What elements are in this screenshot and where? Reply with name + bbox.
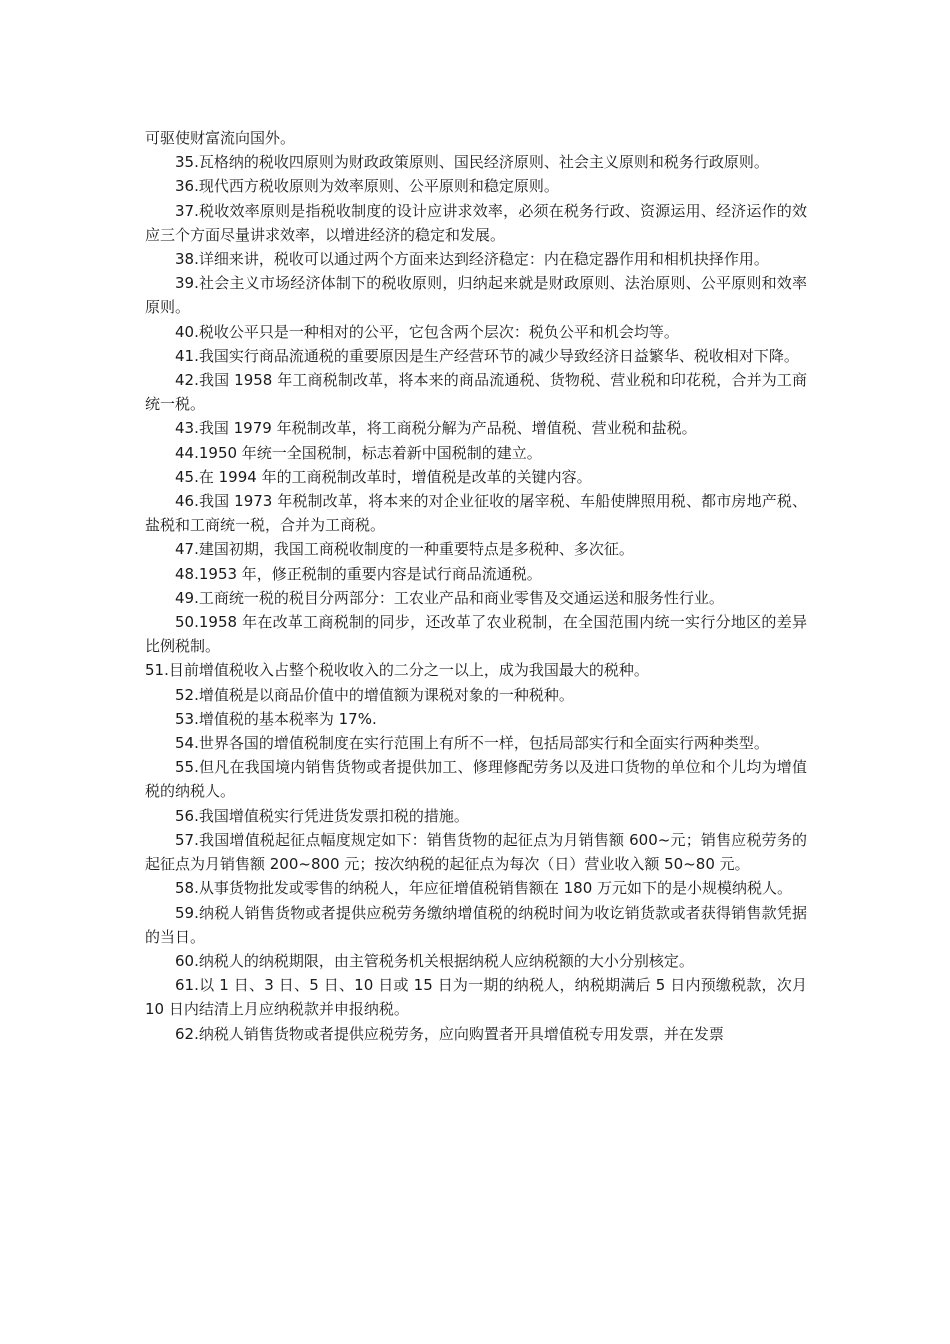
document-paragraph: 49.工商统一税的税目分两部分：工农业产品和商业零售及交通运送和服务性行业。 [175,588,724,607]
document-paragraph: 40.税收公平只是一种相对的公平，它包含两个层次：税负公平和机会均等。 [175,322,679,341]
document-paragraph: 51.目前增值税收入占整个税收收入的二分之一以上，成为我国最大的税种。 [145,661,649,680]
document-paragraph: 54.世界各国的增值税制度在实行范围上有所不一样，包括局部实行和全面实行两种类型。 [175,734,769,753]
document-paragraph: 56.我国增值税实行凭进货发票扣税的措施。 [175,806,469,825]
document-paragraph: 62.纳税人销售货物或者提供应税劳务，应向购置者开具增值税专用发票，并在发票 [175,1024,724,1043]
document-paragraph: 41.我国实行商品流通税的重要原因是生产经营环节的减少导致经济日益繁华、税收相对下降。 [175,346,799,365]
document-paragraph: 36.现代西方税收原则为效率原则、公平原则和稳定原则。 [175,177,559,196]
document-paragraph: 47.建国初期，我国工商税收制度的一种重要特点是多税种、多次征。 [175,540,634,559]
document-paragraph: 46.我国 1973 年税制改革，将本来的对企业征收的屠宰税、车船使牌照用税、都市房地产税、盐税和工商统一税，合并为工商税。 [145,492,807,535]
document-paragraph: 50.1958 年在改革工商税制的同步，还改革了农业税制，在全国范围内统一实行分地区的差异比例税制。 [145,613,807,656]
document-paragraph: 60.纳税人的纳税期限，由主管税务机关根据纳税人应纳税额的大小分别核定。 [175,951,694,970]
document-paragraph: 61.以 1 日、3 日、5 日、10 日或 15 日为一期的纳税人，纳税期满后 5 日内预缴税款，次月 10 日内结清上月应纳税款并申报纳税。 [145,976,807,1019]
document-paragraph: 52.增值税是以商品价值中的增值额为课税对象的一种税种。 [175,685,574,704]
document-paragraph: 45.在 1994 年的工商税制改革时，增值税是改革的关键内容。 [175,467,592,486]
document-paragraph: 55.但凡在我国境内销售货物或者提供加工、修理修配劳务以及进口货物的单位和个儿均为增值税的纳税人。 [145,758,807,801]
document-paragraph: 59.纳税人销售货物或者提供应税劳务缴纳增值税的纳税时间为收讫销货款或者获得销售款凭据的当日。 [145,903,807,946]
document-paragraph: 可驱使财富流向国外。 [145,129,296,147]
document-paragraph: 37.税收效率原则是指税收制度的设计应讲求效率，必须在税务行政、资源运用、经济运作的效应三个方面尽量讲求效率，以增进经济的稳定和发展。 [145,201,807,244]
document-page [145,126,807,1046]
document-paragraph: 58.从事货物批发或零售的纳税人，年应征增值税销售额在 180 万元如下的是小规模纳税人。 [175,879,793,898]
document-paragraph: 35.瓦格纳的税收四原则为财政政策原则、国民经济原则、社会主义原则和税务行政原则。 [175,153,769,172]
document-paragraph: 39.社会主义市场经济体制下的税收原则，归纳起来就是财政原则、法治原则、公平原则和效率原则。 [145,274,807,317]
document-paragraph: 48.1953 年，修正税制的重要内容是试行商品流通税。 [175,564,542,583]
document-paragraph: 43.我国 1979 年税制改革，将工商税分解为产品税、增值税、营业税和盐税。 [175,419,697,438]
document-paragraph: 53.增值税的基本税率为 17%. [175,709,377,728]
document-paragraph: 42.我国 1958 年工商税制改革，将本来的商品流通税、货物税、营业税和印花税，合并为工商统一税。 [145,371,807,414]
document-paragraph: 44.1950 年统一全国税制，标志着新中国税制的建立。 [175,443,542,462]
document-paragraph: 57.我国增值税起征点幅度规定如下：销售货物的起征点为月销售额 600~元；销售应税劳务的起征点为月销售额 200~800 元；按次纳税的起征点为每次（日）营业收入额 50~80 元。 [145,830,807,874]
document-paragraph: 38.详细来讲，税收可以通过两个方面来达到经济稳定：内在稳定器作用和相机抉择作用。 [175,250,769,269]
